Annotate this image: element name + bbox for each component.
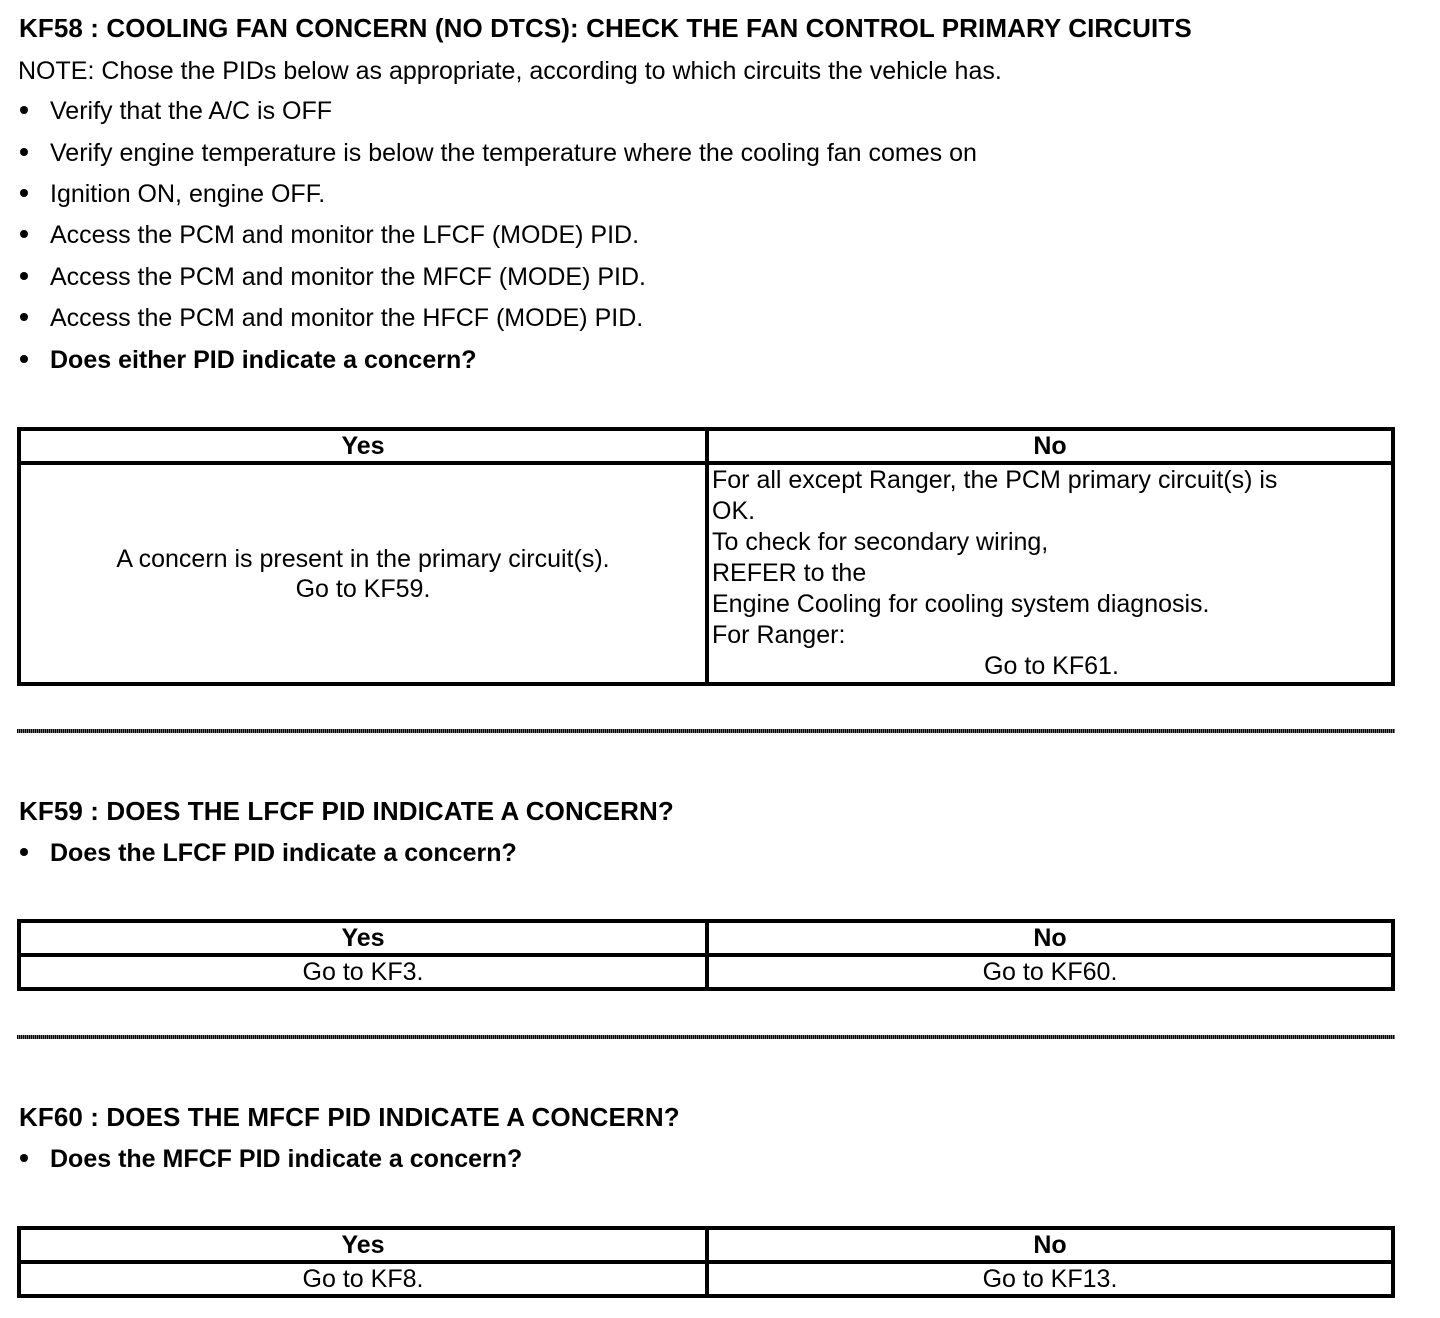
bullet-text: Ignition ON, engine OFF. [50, 180, 326, 208]
kf58-heading: KF58 : COOLING FAN CONCERN (NO DTCS): CHECK THE FAN CONTROL PRIMARY CIRCUITS [19, 13, 1192, 43]
no-line-7: Go to KF61. [984, 652, 1119, 680]
bullet-dot-icon [20, 230, 28, 238]
no-cell: Go to KF13. [707, 1262, 1393, 1296]
bullet-text: Access the PCM and monitor the LFCF (MODE) PID. [50, 221, 640, 249]
no-line-4: REFER to the [712, 559, 867, 587]
yes-cell: Go to KF3. [19, 955, 707, 989]
no-line-1: For all except Ranger, the PCM primary circuit(s) is [712, 466, 1278, 494]
kf58-bullet-3 [18, 179, 325, 209]
kf58-decision-table [17, 427, 1395, 686]
bullet-text: Access the PCM and monitor the MFCF (MODE) PID. [50, 263, 646, 291]
kf58-bullet-1 [18, 96, 332, 126]
bullet-dot-icon [20, 106, 28, 114]
kf58-bullet-question [18, 345, 477, 375]
bullet-dot-icon [20, 189, 28, 197]
bullet-dot-icon [20, 272, 28, 280]
no-line-3: To check for secondary wiring, [712, 528, 1049, 556]
kf58-note: NOTE: Chose the PIDs below as appropriate, according to which circuits the vehicle has. [18, 57, 1002, 85]
no-cell: Go to KF60. [707, 955, 1393, 989]
bullet-dot-icon [20, 848, 28, 856]
section-divider [17, 729, 1395, 733]
bullet-text: Does either PID indicate a concern? [50, 346, 477, 374]
kf60-heading: KF60 : DOES THE MFCF PID INDICATE A CONCERN? [19, 1102, 680, 1132]
yes-header: Yes [19, 429, 707, 463]
no-header: No [707, 921, 1393, 955]
kf58-bullet-4 [18, 220, 639, 250]
no-line-6: For Ranger: [712, 621, 846, 649]
no-line-2: OK. [712, 497, 756, 525]
bullet-dot-icon [20, 1154, 28, 1162]
bullet-dot-icon [20, 313, 28, 321]
bullet-dot-icon [20, 355, 28, 363]
kf58-bullet-6 [18, 303, 643, 333]
bullet-text: Does the MFCF PID indicate a concern? [50, 1145, 523, 1173]
yes-header: Yes [19, 1228, 707, 1262]
kf60-bullet-question [18, 1144, 522, 1174]
bullet-text: Access the PCM and monitor the HFCF (MODE) PID. [50, 304, 644, 332]
bullet-dot-icon [20, 148, 28, 156]
no-line-5: Engine Cooling for cooling system diagnosis. [712, 590, 1210, 618]
no-cell [707, 463, 1393, 684]
yes-header: Yes [19, 921, 707, 955]
bullet-text: Does the LFCF PID indicate a concern? [50, 839, 517, 867]
yes-cell: Go to KF8. [19, 1262, 707, 1296]
no-header: No [707, 429, 1393, 463]
no-header: No [707, 1228, 1393, 1262]
bullet-text: Verify engine temperature is below the temperature where the cooling fan comes on [50, 139, 977, 167]
kf59-decision-table [17, 919, 1395, 991]
kf59-heading: KF59 : DOES THE LFCF PID INDICATE A CONCERN? [19, 796, 674, 826]
kf58-bullet-5 [18, 262, 646, 292]
yes-line-1: A concern is present in the primary circuit(s). [116, 544, 610, 573]
bullet-text: Verify that the A/C is OFF [50, 97, 333, 125]
yes-line-2: Go to KF59. [295, 574, 431, 603]
kf60-decision-table [17, 1226, 1395, 1298]
kf59-bullet-question [18, 838, 517, 868]
section-divider [17, 1035, 1395, 1039]
kf58-bullet-2 [18, 138, 977, 168]
yes-cell [19, 463, 707, 684]
